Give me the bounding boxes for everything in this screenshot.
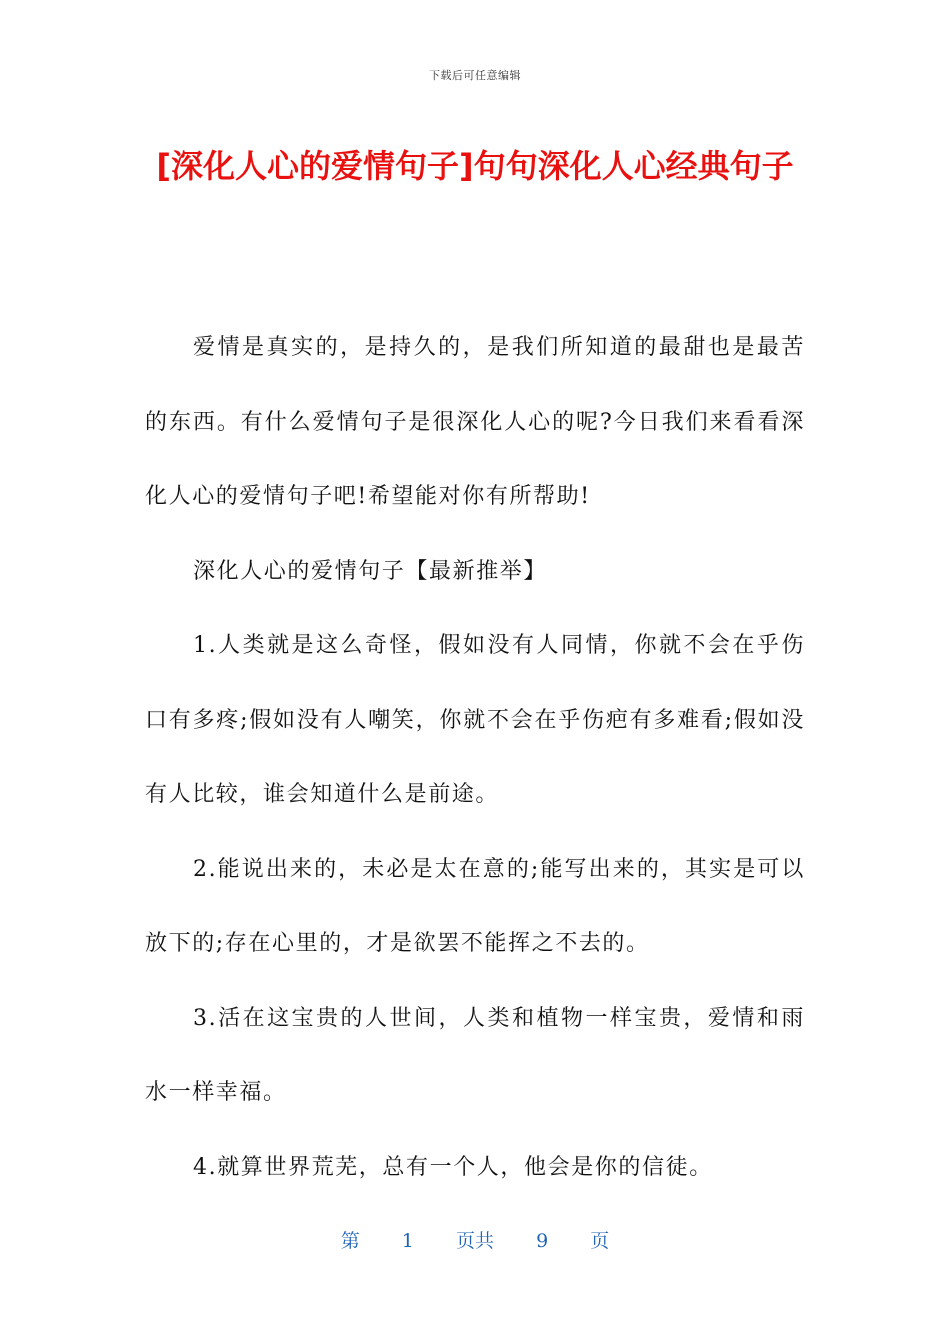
intro-paragraph: 爱情是真实的，是持久的，是我们所知道的最甜也是最苦的东西。有什么爱情句子是很深化人心的呢?今日我们来看看深化人心的爱情句子吧!希望能对你有所帮助! <box>145 335 805 509</box>
document-title: [深化人心的爱情句子]句句深化人心经典句子 <box>156 147 794 185</box>
page-header-note: 下载后可任意编辑 <box>429 69 521 82</box>
quote-item-1: 1.人类就是这么奇怪，假如没有人同情，你就不会在乎伤口有多疼;假如没有人嘲笑，你就不会在乎伤疤有多难看;假如没有人比较，谁会知道什么是前途。 <box>145 633 805 807</box>
quote-item-4: 4.就算世界荒芜，总有一个人，他会是你的信徒。 <box>193 1154 713 1180</box>
quote-item-2: 2.能说出来的，未必是太在意的;能写出来的，其实是可以放下的;存在心里的，才是欲罢不能挥之不去的。 <box>145 856 805 956</box>
footer-total-pages: 9 <box>536 1230 549 1252</box>
document-body <box>145 311 805 1205</box>
section-heading: 深化人心的爱情句子【最新推举】 <box>193 558 548 584</box>
footer-suffix: 页 <box>590 1230 610 1252</box>
footer-middle: 页共 <box>455 1230 494 1252</box>
footer-prefix: 第 <box>340 1230 360 1252</box>
quote-item-3: 3.活在这宝贵的人世间，人类和植物一样宝贵，爱情和雨水一样幸福。 <box>145 1005 805 1105</box>
footer-page-number: 1 <box>401 1230 414 1252</box>
page-footer <box>0 1226 950 1253</box>
